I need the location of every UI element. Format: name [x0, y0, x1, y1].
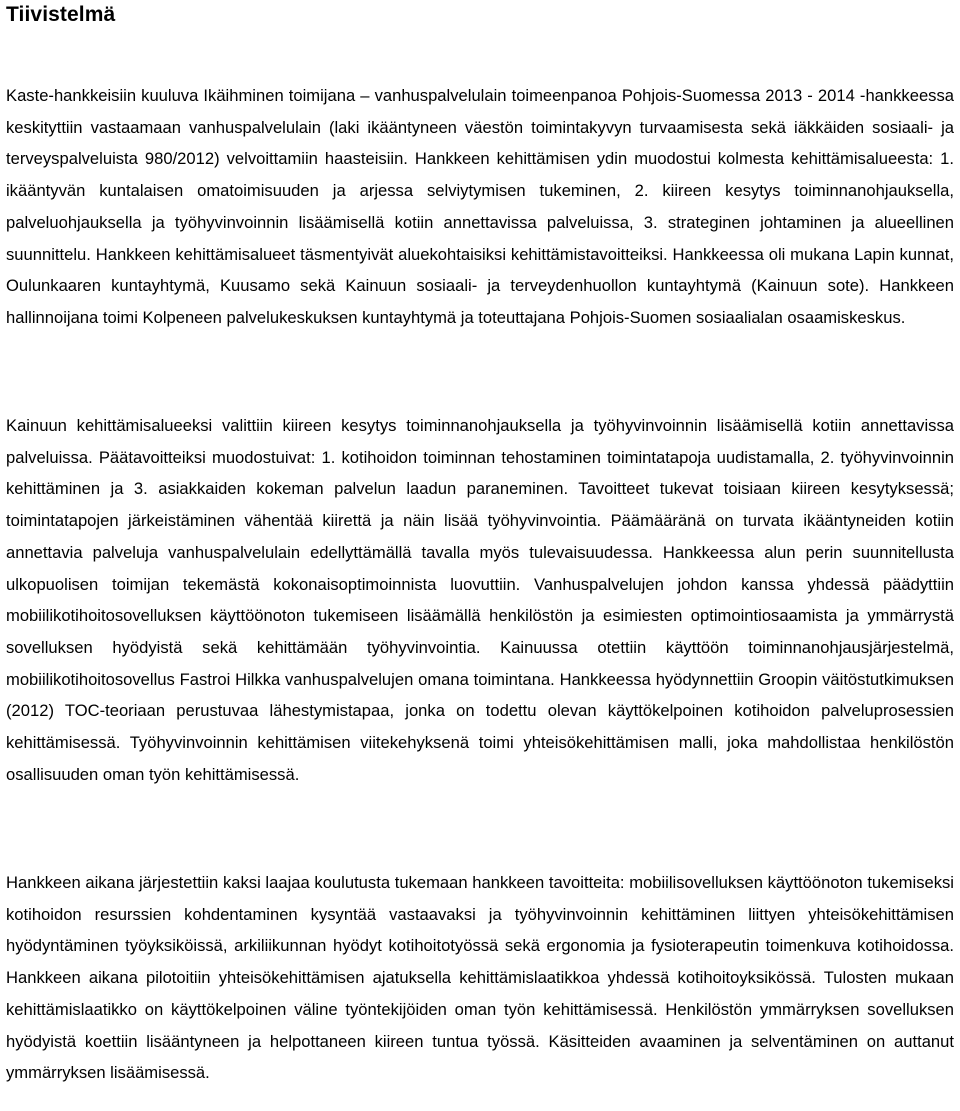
paragraph-1: Kaste-hankkeisiin kuuluva Ikäihminen toimijana – vanhuspalvelulain toimeenpanoa Pohjois-Suomessa 2013 - 2014 -hankkeessa keskityttiin vastaamaan vanhuspalvelulain (laki ikääntyneen väestön toimintakyvyn turvaamisesta sekä iäkkäiden sosiaali- ja terveyspalveluista 980/2012) velvoittamiin haasteisiin. Hankkeen kehittämisen ydin muodostui kolmesta kehittämisalueesta: 1. ikääntyvän kuntalaisen omatoimisuuden ja arjessa selviytymisen tukeminen, 2. kiireen kesytys toiminnanohjauksella, palveluohjauksella ja työhyvinvoinnin lisäämisellä kotiin annettavissa palveluissa, 3. strateginen johtaminen ja alueellinen suunnittelu. Hankkeen kehittämisalueet täsmentyivät aluekohtaisiksi kehittämistavoitteiksi. Hankkeessa oli mukana Lapin kunnat, Oulunkaaren kuntayhtymä, Kuusamo sekä Kainuun sosiaali- ja terveydenhuollon kuntayhtymä (Kainuun sote). Hankkeen hallinnoijana toimi Kolpeneen palvelukeskuksen kuntayhtymä ja toteuttajana Pohjois-Suomen sosiaalialan osaamiskeskus. — [6, 86, 954, 327]
paragraph-2: Kainuun kehittämisalueeksi valittiin kiireen kesytys toiminnanohjauksella ja työhyvinvoinnin lisäämisellä kotiin annettavissa palveluissa. Päätavoitteiksi muodostuivat: 1. kotihoidon toiminnan tehostaminen toimintatapoja uudistamalla, 2. työhyvinvoinnin kehittäminen ja 3. asiakkaiden kokeman palvelun laadun paraneminen. Tavoitteet tukevat toisiaan kiireen kesytyksessä; toimintatapojen järkeistäminen vähentää kiirettä ja näin lisää työhyvinvointia. Päämääränä on turvata ikääntyneiden kotiin annettavia palveluja vanhuspalvelulain edellyttämällä tavalla myös tulevaisuudessa. Hankkeessa alun perin suunnitellusta ulkopuolisen toimijan tekemästä kokonaisoptimoinnista luovuttiin. Vanhuspalvelujen johdon kanssa yhdessä päädyttiin mobiilikotihoitosovelluksen käyttöönoton tukemiseen lisäämällä henkilöstön ja esimiesten optimointiosaamista ja ymmärrystä sovelluksen hyödyistä sekä kehittämään työhyvinvointia. Kainuussa otettiin käyttöön toiminnanohjausjärjestelmä, mobiilikotihoitosovellus Fastroi Hilkka vanhuspalvelujen omana toimintana. Hankkeessa hyödynnettiin Groopin väitöstutkimuksen (2012) TOC-teoriaan perustuvaa lähestymistapaa, jonka on todettu olevan käyttökelpoinen kotihoidon palveluprosessien kehittämisessä. Työhyvinvoinnin kehittämisen viitekehyksenä toimi yhteisökehittämisen malli, joka mahdollistaa henkilöstön osallisuuden oman työn kehittämisessä. — [6, 416, 954, 784]
paragraph-3: Hankkeen aikana järjestettiin kaksi laajaa koulutusta tukemaan hankkeen tavoitteita: mobiilisovelluksen käyttöönoton tukemiseksi kotihoidon resurssien kohdentaminen kysyntää vastaavaksi ja työhyvinvoinnin kehittäminen liittyen yhteisökehittämisen hyödyntäminen työyksiköissä, arkiliikunnan hyödyt kotihoitotyössä sekä ergonomia ja fysioterapeutin toimenkuva kotihoidossa. Hankkeen aikana pilotoitiin yhteisökehittämisen ajatuksella kehittämislaatikkoa yhdessä kotihoitoyksikössä. Tulosten mukaan kehittämislaatikko on käyttökelpoinen väline työntekijöiden oman työn kehittämisessä. Henkilöstön ymmärryksen sovelluksen hyödyistä koettiin lisääntyneen ja helpottaneen kiireen tuntua työssä. Käsitteiden avaaminen ja selventäminen on auttanut ymmärryksen lisäämisessä. — [6, 873, 954, 1083]
document-title: Tiivistelmä — [6, 3, 116, 26]
